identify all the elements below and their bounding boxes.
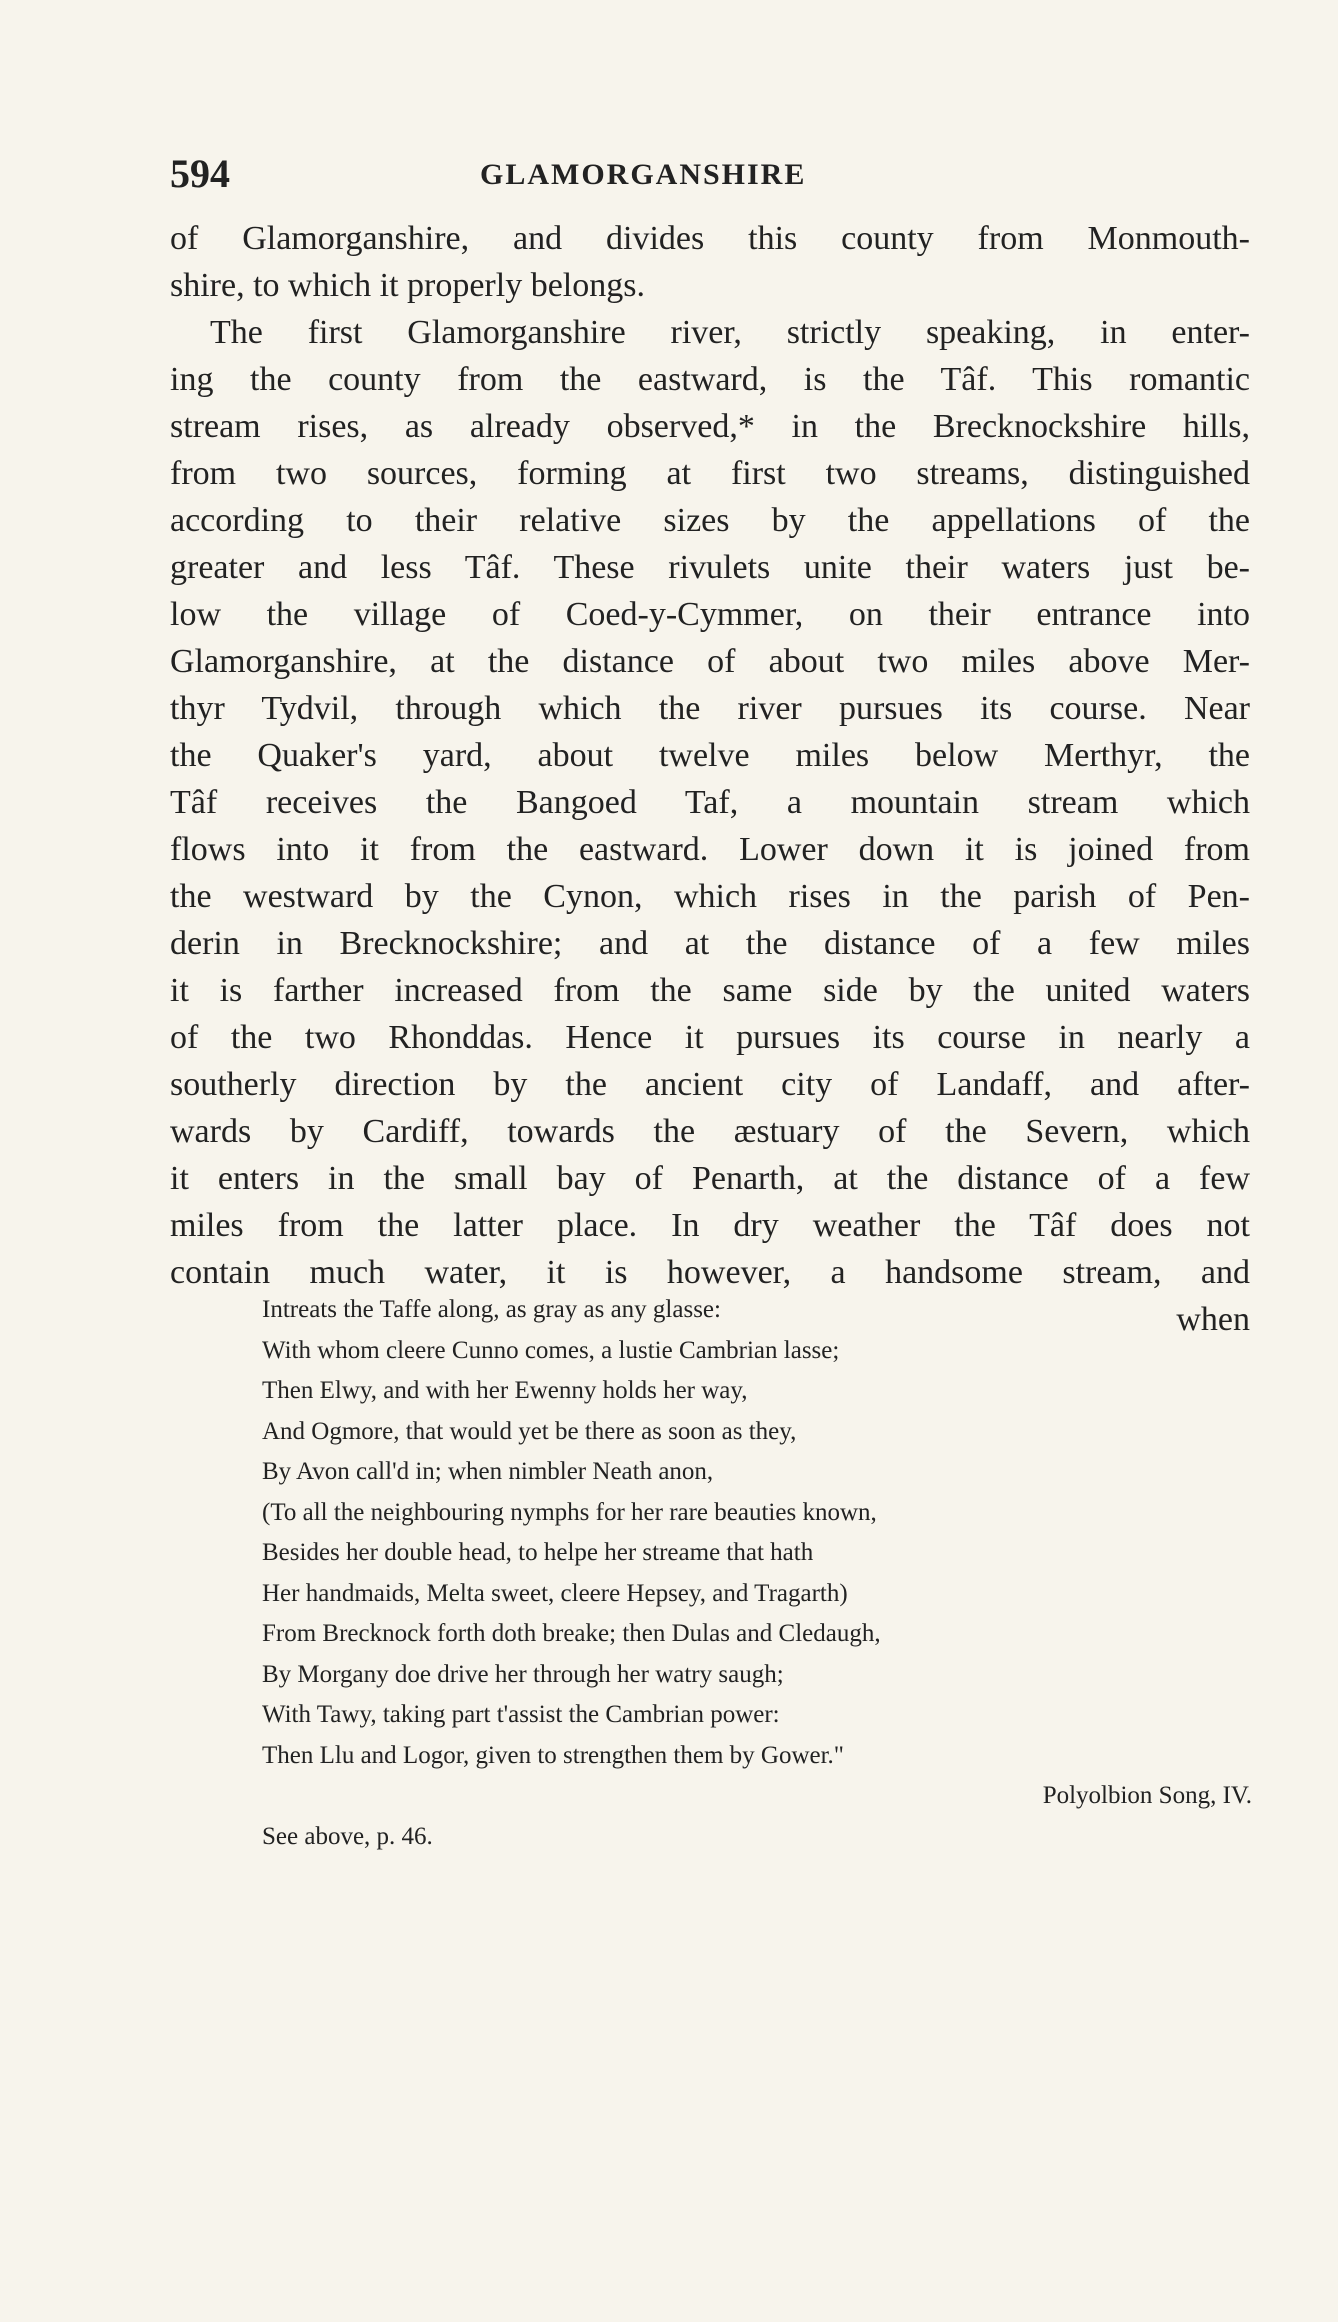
body-line: it enters in the small bay of Penarth, at the distance of a few	[170, 1160, 1250, 1197]
body-line: ing the county from the eastward, is the Tâf. This romantic	[170, 361, 1250, 398]
body-line: from two sources, forming at first two streams, distinguished	[170, 455, 1250, 492]
verse-line: And Ogmore, that would yet be there as soon as they,	[262, 1417, 797, 1445]
verse-line: Then Llu and Logor, given to strengthen them by Gower."	[262, 1741, 844, 1769]
verse-line: Her handmaids, Melta sweet, cleere Hepsey, and Tragarth)	[262, 1579, 848, 1607]
body-line: miles from the latter place. In dry weather the Tâf does not	[170, 1207, 1250, 1244]
body-line: stream rises, as already observed,* in the Brecknockshire hills,	[170, 408, 1250, 445]
running-head: GLAMORGANSHIRE	[480, 158, 807, 191]
catchword: when	[1176, 1301, 1250, 1338]
body-line: thyr Tydvil, through which the river pursues its course. Near	[170, 690, 1250, 727]
body-line: greater and less Tâf. These rivulets unite their waters just be-	[170, 549, 1250, 586]
body-line: according to their relative sizes by the appellations of the	[170, 502, 1250, 539]
verse-line: Intreats the Taffe along, as gray as any glasse:	[262, 1296, 721, 1323]
body-line: derin in Brecknockshire; and at the distance of a few miles	[170, 925, 1250, 962]
body-line: The first Glamorganshire river, strictly speaking, in enter-	[210, 314, 1250, 351]
verse-attribution: Polyolbion Song, IV.	[1042, 1782, 1252, 1809]
verse-line: By Avon call'd in; when nimbler Neath anon,	[262, 1458, 714, 1485]
verse-line: From Brecknock forth doth breake; then Dulas and Cledaugh,	[262, 1620, 881, 1647]
body-line: shire, to which it properly belongs.	[170, 267, 645, 304]
body-line: of the two Rhonddas. Hence it pursues its course in nearly a	[170, 1019, 1250, 1056]
body-line: flows into it from the eastward. Lower down it is joined from	[170, 831, 1250, 868]
page-number: 594	[170, 151, 230, 196]
body-line: Glamorganshire, at the distance of about two miles above Mer-	[170, 643, 1250, 680]
body-line: of Glamorganshire, and divides this county from Monmouth-	[170, 220, 1250, 257]
body-line: wards by Cardiff, towards the æstuary of the Severn, which	[170, 1113, 1250, 1150]
verse-line: With whom cleere Cunno comes, a lustie Cambrian lasse;	[262, 1336, 840, 1364]
page-header	[170, 150, 1250, 200]
verse-line: With Tawy, taking part t'assist the Cambrian power:	[262, 1701, 780, 1728]
verse-line: (To all the neighbouring nymphs for her rare beauties known,	[262, 1498, 877, 1526]
body-line: the Quaker's yard, about twelve miles below Merthyr, the	[170, 737, 1250, 774]
body-line: low the village of Coed-y-Cymmer, on their entrance into	[170, 596, 1250, 633]
footnote-reference: See above, p. 46.	[262, 1822, 433, 1850]
body-line: Tâf receives the Bangoed Taf, a mountain stream which	[170, 784, 1250, 821]
body-line: southerly direction by the ancient city of Landaff, and after-	[170, 1066, 1250, 1103]
verse-line: Besides her double head, to helpe her streame that hath	[262, 1539, 814, 1566]
footnote	[262, 1290, 1252, 1857]
body-line: the westward by the Cynon, which rises in the parish of Pen-	[170, 878, 1250, 915]
verse-line: Then Elwy, and with her Ewenny holds her way,	[262, 1377, 748, 1404]
body-text	[170, 215, 1250, 1343]
verse-line: By Morgany doe drive her through her watry saugh;	[262, 1660, 784, 1688]
body-line: it is farther increased from the same side by the united waters	[170, 972, 1250, 1009]
body-line: contain much water, it is however, a handsome stream, and	[170, 1254, 1250, 1291]
